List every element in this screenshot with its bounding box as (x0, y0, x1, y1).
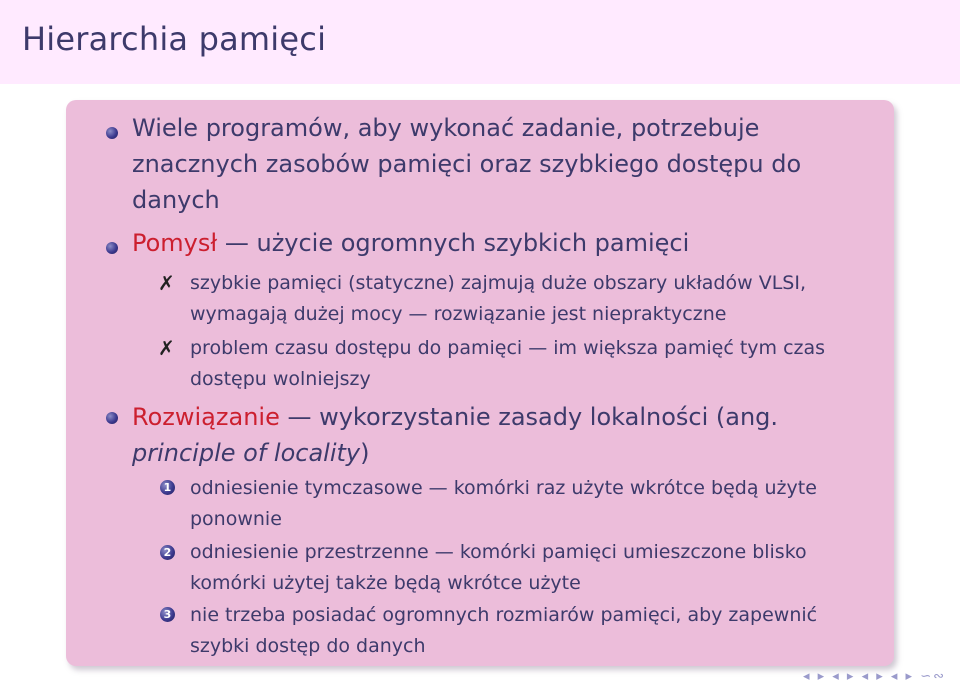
number-1-icon: 1 (160, 480, 175, 495)
bullet-tail: ) (360, 439, 370, 467)
bullet-text (132, 399, 870, 471)
cross-mark-icon: ✗ (158, 336, 175, 360)
bullet-lead: Rozwiązanie (132, 403, 280, 431)
bullet-text: Wiele programów, aby wykonać zadanie, potrzebuje znacznych zasobów pamięci oraz szybkiego dostępu do danych (132, 114, 802, 214)
bullet-text (132, 225, 870, 261)
italic-term: principle of locality (132, 439, 361, 467)
subitem-text: odniesienie tymczasowe — komórki raz użyte wkrótce będą użyte ponownie (190, 477, 817, 530)
title-bar (0, 0, 960, 84)
subitem-text: odniesienie przestrzenne — komórki pamięci umieszczone blisko komórki użytej także będą wkrótce użyte (190, 541, 807, 594)
content-box (66, 100, 894, 666)
subitem-text: problem czasu dostępu do pamięci — im większa pamięć tym czas dostępu wolniejszy (190, 337, 826, 390)
subitem-text: nie trzeba posiadać ogromnych rozmiarów pamięci, aby zapewnić szybki dostęp do danych (190, 604, 818, 657)
page-title: Hierarchia pamięci (22, 20, 327, 58)
navigation-controls[interactable]: ◂ ▸ ◂ ▸ ◂ ▸ ◂ ▸ ∽∾ (802, 669, 946, 684)
bullet-rest: — wykorzystanie zasady lokalności (ang. (279, 403, 779, 431)
cross-mark-icon: ✗ (158, 271, 175, 295)
bullet-ball-icon (106, 242, 118, 254)
number-2-icon: 2 (160, 545, 175, 560)
bullet-lead: Pomysł (132, 229, 218, 257)
subitem-text: szybkie pamięci (statyczne) zajmują duże obszary układów VLSI, wymagają dużej mocy — rozwiązanie jest niepraktyczne (190, 272, 806, 325)
number-3-icon: 3 (160, 607, 175, 622)
bullet-ball-icon (106, 127, 118, 139)
bullet-ball-icon (106, 412, 118, 424)
bullet-rest: — użycie ogromnych szybkich pamięci (217, 229, 690, 257)
